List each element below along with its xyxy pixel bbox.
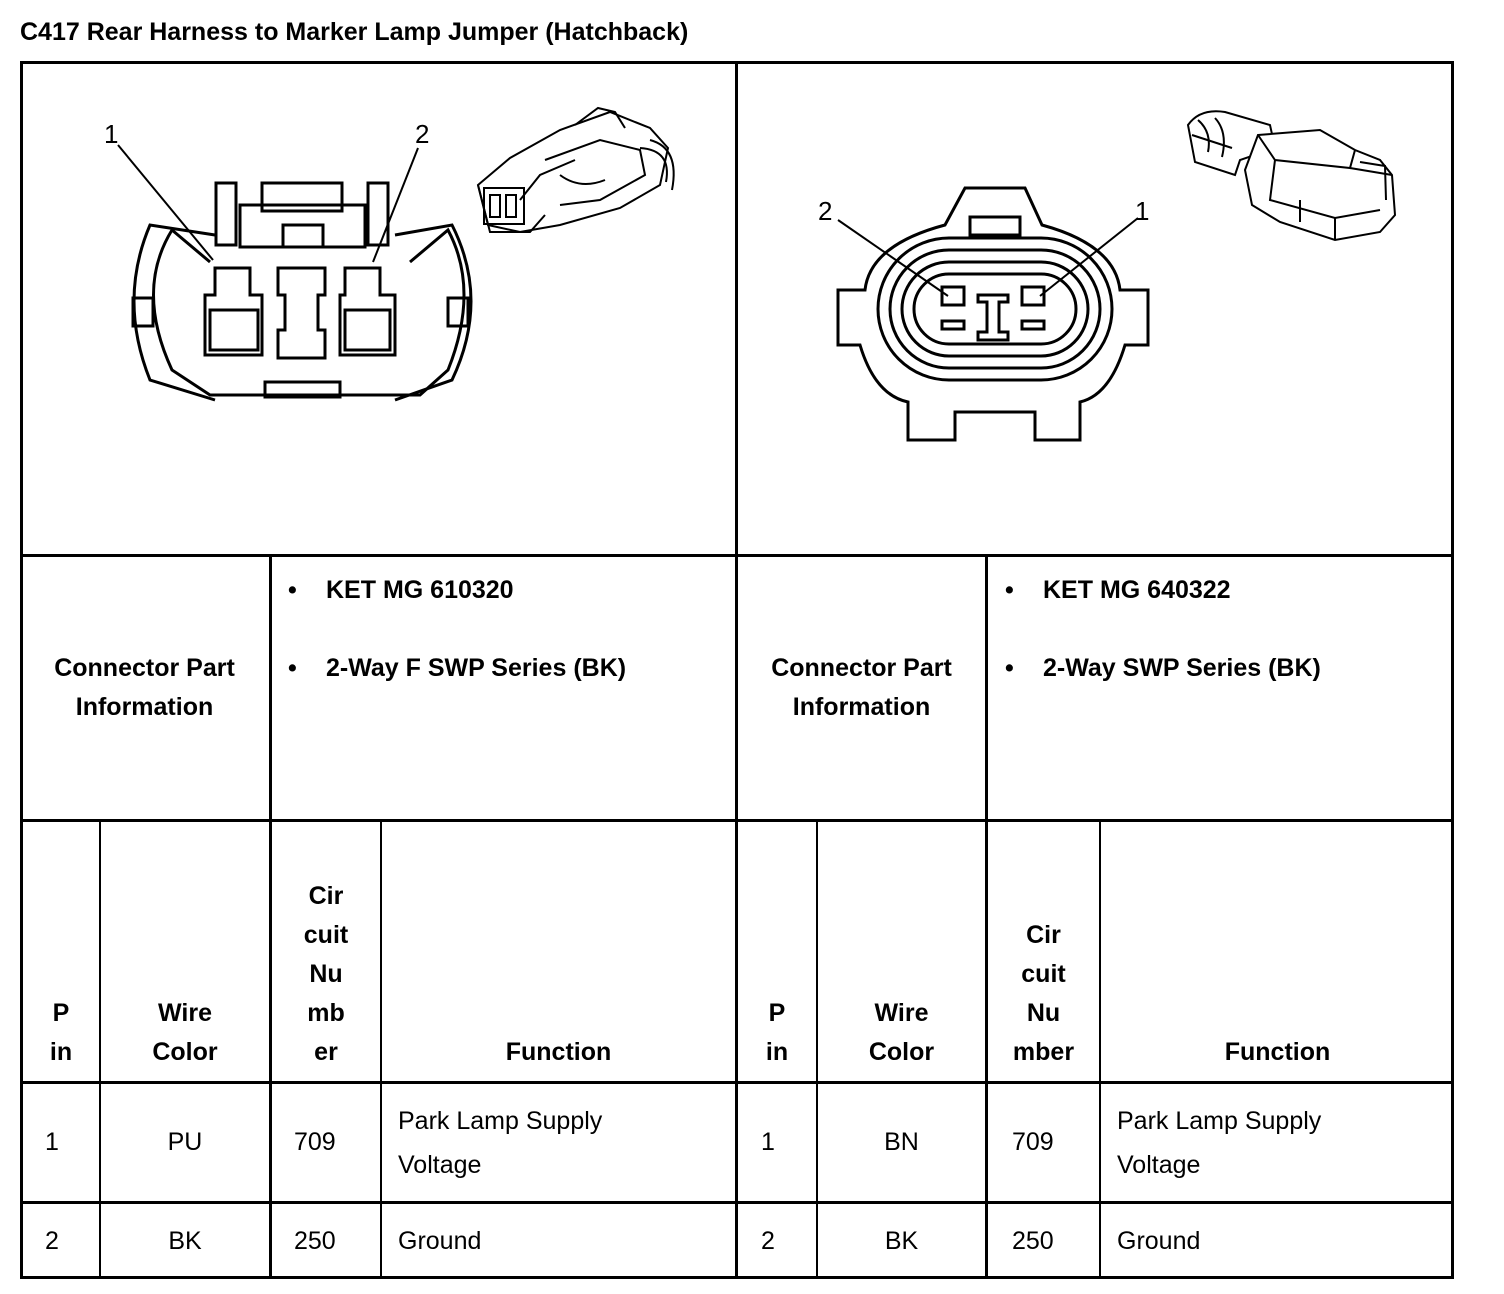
table-cell: PU — [167, 1128, 203, 1156]
table-cell: 1 — [761, 1128, 775, 1156]
table-cell: Ground — [398, 1227, 482, 1255]
table-cell: 1 — [45, 1128, 59, 1156]
left-header-function: Function — [505, 1038, 612, 1066]
list-item: • KET MG 640322 — [1005, 576, 1231, 604]
right-header-pin: P in — [765, 999, 789, 1066]
left-header-circuit: Cir cuit Nu mb er — [303, 882, 349, 1066]
list-item: • 2-Way F SWP Series (BK) — [288, 654, 627, 682]
right-header-circuit: Cir cuit Nu mber — [1012, 921, 1075, 1066]
right-connector-face-diagram — [0, 0, 1504, 554]
table-cell: 250 — [294, 1227, 336, 1255]
table-cell: BK — [168, 1227, 202, 1255]
list-item: • 2-Way SWP Series (BK) — [1005, 654, 1321, 682]
right-pin-label-2: 2 — [818, 196, 833, 226]
table-cell: 2 — [761, 1227, 775, 1255]
left-part-info-list — [288, 576, 626, 732]
table-cell: 250 — [1012, 1227, 1054, 1255]
left-part-info-label: Connector Part Information — [54, 653, 235, 721]
right-pin-label-1: 1 — [1135, 196, 1150, 226]
table-cell: 709 — [294, 1128, 336, 1156]
table-cell: Park Lamp Supply Voltage — [398, 1106, 603, 1179]
left-header-wire-color: Wire Color — [152, 999, 218, 1066]
left-pin-label-2: 2 — [415, 119, 430, 149]
right-header-wire-color: Wire Color — [868, 999, 935, 1066]
right-connector-thumbnail — [1188, 111, 1395, 240]
page-title: C417 Rear Harness to Marker Lamp Jumper (Hatchback) — [20, 18, 689, 46]
table-cell: Ground — [1117, 1227, 1201, 1255]
left-header-pin: P in — [49, 999, 73, 1066]
table-cell: BN — [884, 1128, 919, 1156]
list-item: • KET MG 610320 — [288, 576, 514, 604]
table-cell: Park Lamp Supply Voltage — [1117, 1106, 1322, 1179]
right-part-info-list — [1005, 576, 1321, 732]
left-pin-label-1: 1 — [104, 119, 119, 149]
table-cell: 709 — [1012, 1128, 1054, 1156]
right-part-info-label: Connector Part Information — [771, 653, 952, 721]
table-cell: 2 — [45, 1227, 59, 1255]
table-cell: BK — [884, 1227, 919, 1255]
right-header-function: Function — [1224, 1038, 1331, 1066]
